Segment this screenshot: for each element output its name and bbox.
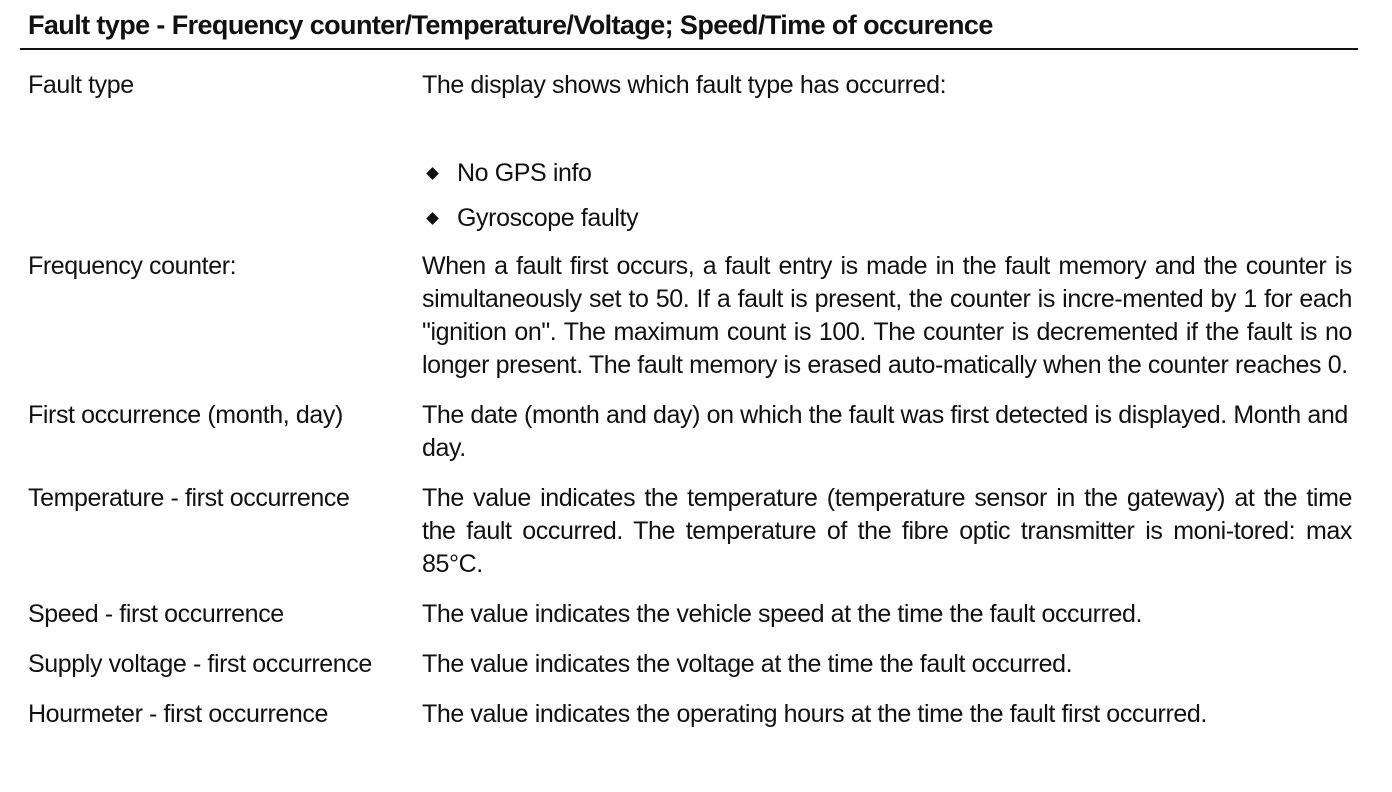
table-title: Fault type - Frequency counter/Temperature/Voltage; Speed/Time of occurence bbox=[28, 10, 993, 40]
row-text: When a fault first occurs, a fault entry is made in the fault memory and the counter is simultaneously set to 50. If a fault is present, the counter is incre-mented by 1 for each "ignition on". The maximum count is 100. The counter is decremented if the fault is no longer present. The fault memory is erased auto-matically when the counter reaches 0. bbox=[422, 252, 1352, 379]
row-term: Temperature - first occurrence bbox=[28, 484, 350, 512]
row-term: Hourmeter - first occurrence bbox=[28, 700, 328, 728]
row-term: Fault type bbox=[28, 71, 134, 99]
table-row bbox=[20, 250, 1358, 382]
table-row bbox=[20, 399, 1358, 465]
bullet-list bbox=[422, 157, 1352, 235]
bullet-text: Gyroscope faulty bbox=[457, 204, 639, 232]
row-description bbox=[422, 648, 1358, 681]
row-description bbox=[422, 698, 1358, 731]
row-text: The display shows which fault type has occurred: bbox=[422, 71, 947, 99]
table-row bbox=[20, 648, 1358, 681]
table-row bbox=[20, 482, 1358, 581]
row-description bbox=[422, 69, 1358, 235]
row-text: The value indicates the operating hours at the time the fault first occurred. bbox=[422, 700, 1207, 728]
row-description bbox=[422, 482, 1358, 581]
list-item bbox=[422, 202, 1352, 235]
row-description bbox=[422, 598, 1358, 631]
header-rule bbox=[20, 48, 1358, 50]
table-row bbox=[20, 598, 1358, 631]
diamond-bullet-icon bbox=[426, 167, 439, 180]
row-description bbox=[422, 250, 1358, 382]
row-term: First occurrence (month, day) bbox=[28, 401, 343, 429]
diamond-bullet-icon bbox=[426, 212, 439, 225]
row-text: The date (month and day) on which the fault was first detected is displayed. Month and day. bbox=[422, 401, 1348, 462]
row-text: The value indicates the voltage at the time the fault occurred. bbox=[422, 650, 1073, 678]
table-row bbox=[20, 698, 1358, 731]
document-page bbox=[20, 0, 1358, 731]
row-term: Speed - first occurrence bbox=[28, 600, 284, 628]
list-item bbox=[422, 157, 1352, 190]
row-term: Supply voltage - first occurrence bbox=[28, 650, 372, 678]
row-description bbox=[422, 399, 1358, 465]
row-text: The value indicates the vehicle speed at the time the fault occurred. bbox=[422, 600, 1143, 628]
row-text: The value indicates the temperature (temperature sensor in the gateway) at the time the fault occurred. The temperature of the fibre optic transmitter is moni-tored: max 85°C. bbox=[422, 484, 1352, 578]
bullet-text: No GPS info bbox=[457, 159, 592, 187]
row-term: Frequency counter: bbox=[28, 252, 237, 280]
table-row bbox=[20, 69, 1358, 235]
